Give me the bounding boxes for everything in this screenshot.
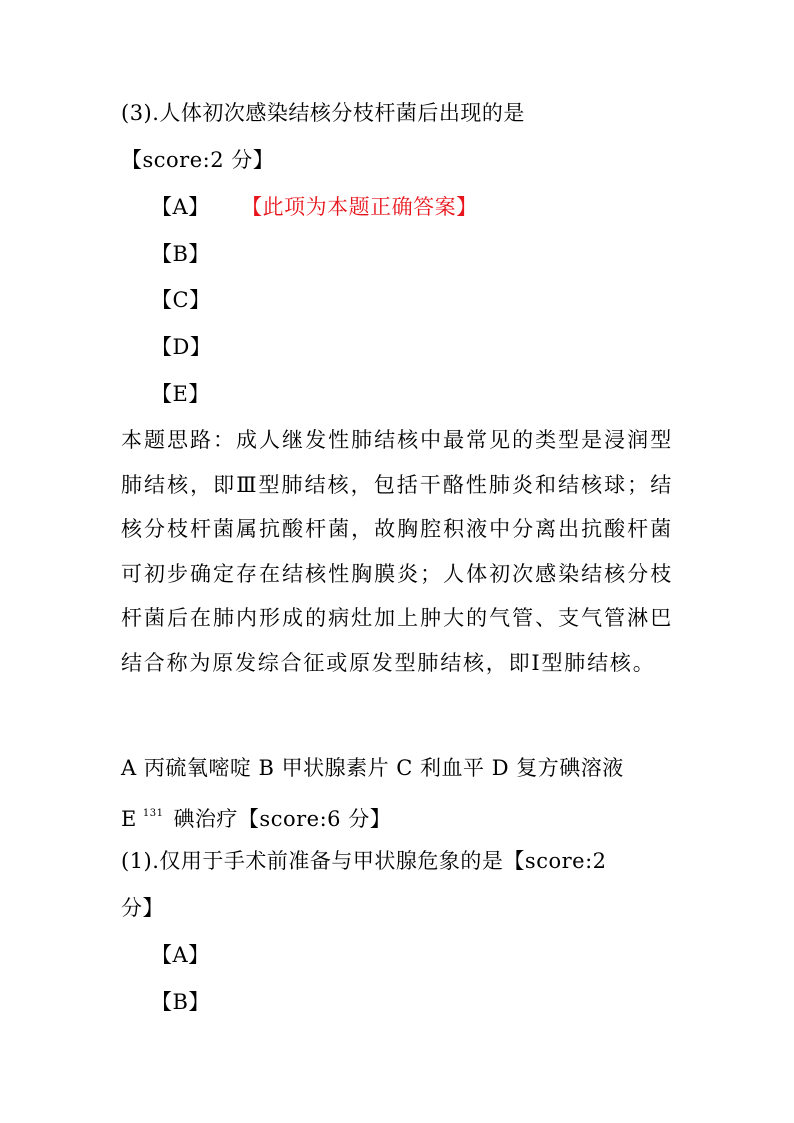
option-e-label: 【E】	[151, 382, 210, 406]
option-a-row	[151, 192, 478, 222]
explanation-paragraph: 本题思路：成人继发性肺结核中最常见的类型是浸润型肺结核，即Ⅲ型肺结核，包括干酪性肺炎和结核球；结核分枝杆菌属抗酸杆菌，故胸腔积液中分离出抗酸杆菌可初步确定存在结核性胸膜炎；人体初次感染结核分枝杆菌后在肺内形成的病灶加上肿大的气管、支气管淋巴结合称为原发综合征或原发型肺结核，即Ⅰ型肺结核。	[121, 428, 673, 675]
question-1-title-line-2: 分】	[121, 896, 164, 920]
group-choice-e-line	[121, 799, 391, 834]
question-1-title-line-1: (1).仅用于手术前准备与甲状腺危象的是【score:2	[121, 849, 607, 873]
option-b-label: 【B】	[151, 242, 210, 266]
option-a-label: 【A】	[151, 195, 210, 219]
choice-e-suffix: 碘治疗【score:6 分】	[173, 807, 392, 831]
correct-answer-marker: 【此项为本题正确答案】	[251, 195, 478, 219]
iodine-isotope-superscript: 131	[142, 808, 164, 819]
option-c-label: 【C】	[151, 288, 211, 312]
q1-option-b-label: 【B】	[151, 990, 210, 1014]
option-d-label: 【D】	[151, 335, 212, 359]
group-choices-line: A 丙硫氧嘧啶 B 甲状腺素片 C 利血平 D 复方碘溶液	[121, 756, 624, 780]
question-3-score: 【score:2 分】	[121, 148, 275, 172]
choice-e-prefix: E	[121, 807, 137, 831]
q1-option-a-label: 【A】	[151, 943, 210, 967]
question-3-title: (3).人体初次感染结核分枝杆菌后出现的是	[121, 101, 525, 125]
